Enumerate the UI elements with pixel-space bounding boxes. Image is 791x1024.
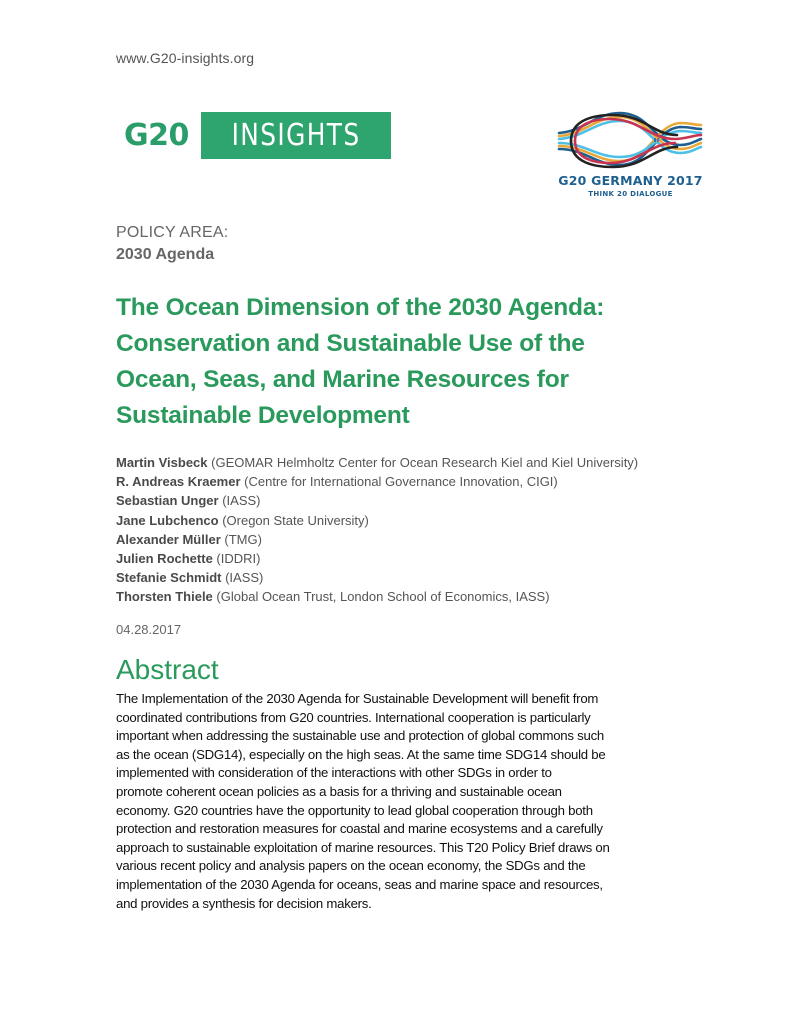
author-name: R. Andreas Kraemer — [116, 474, 241, 490]
author-name: Martin Visbeck — [116, 455, 208, 470]
author-affiliation: (TMG) — [224, 531, 262, 547]
author-entry — [116, 587, 638, 606]
author-affiliation: (IDDRI) — [216, 551, 261, 567]
title-line: Conservation and Sustainable Use of the — [116, 330, 585, 357]
author-entry — [116, 549, 638, 568]
abstract-line: and provides a synthesis for decision makers. — [116, 895, 372, 911]
insights-logo-text: INSIGHTS — [231, 118, 361, 153]
author-name: Alexander Müller — [116, 531, 221, 547]
abstract-line: important when addressing the sustainable use and protection of global commons such — [116, 728, 605, 744]
g20-germany-2017-logo — [555, 105, 705, 205]
summit-title: G20 GERMANY 2017 — [558, 173, 703, 188]
abstract-body — [116, 690, 716, 913]
author-affiliation: (Oregon State University) — [222, 512, 369, 528]
insights-logo-box — [201, 112, 391, 159]
document-title — [116, 290, 676, 434]
author-affiliation: (Global Ocean Trust, London School of Economics, IASS) — [216, 589, 550, 605]
g20-logo-text: G20 — [124, 118, 189, 153]
author-list — [116, 453, 638, 607]
abstract-line: implemented with consideration of the interactions with other SDGs in order to — [116, 765, 552, 781]
abstract-line: approach to sustainable exploitation of marine resources. This T20 Policy Brief draws on — [116, 839, 610, 855]
abstract-line: implementation of the 2030 Agenda for oceans, seas and marine space and resources, — [116, 876, 603, 892]
author-name: Jane Lubchenco — [116, 512, 219, 528]
author-name: Julien Rochette — [116, 551, 213, 567]
abstract-line: as the ocean (SDG14), especially on the high seas. At the same time SDG14 should be — [116, 746, 606, 762]
author-name: Stefanie Schmidt — [116, 570, 222, 586]
abstract-heading: Abstract — [116, 654, 219, 685]
abstract-line: coordinated contributions from G20 countries. International cooperation is particularly — [116, 709, 591, 725]
g20-insights-logo — [124, 112, 391, 159]
knot-icon — [555, 105, 705, 171]
title-line: The Ocean Dimension of the 2030 Agenda: — [116, 294, 605, 321]
policy-area-value: 2030 Agenda — [116, 246, 215, 263]
author-entry — [116, 511, 638, 530]
policy-area-label: POLICY AREA: — [116, 224, 229, 241]
abstract-line: promote coherent ocean policies as a basis for a thriving and sustainable ocean — [116, 783, 562, 799]
abstract-line: economy. G20 countries have the opportunity to lead global cooperation through both — [116, 802, 593, 818]
author-affiliation: (IASS) — [222, 493, 261, 509]
abstract-line: protection and restoration measures for coastal and marine ecosystems and a carefully — [116, 821, 603, 837]
author-affiliation: (GEOMAR Helmholtz Center for Ocean Research Kiel and Kiel University) — [211, 455, 639, 470]
author-name: Sebastian Unger — [116, 493, 219, 509]
title-line: Ocean, Seas, and Marine Resources for — [116, 366, 569, 393]
author-name: Thorsten Thiele — [116, 589, 213, 605]
title-line: Sustainable Development — [116, 402, 410, 429]
author-affiliation: (IASS) — [225, 570, 264, 586]
website-url: www.G20-insights.org — [116, 50, 255, 66]
author-entry — [116, 453, 638, 472]
abstract-line: The Implementation of the 2030 Agenda for Sustainable Development will benefit from — [116, 691, 599, 706]
author-entry — [116, 568, 638, 587]
author-entry — [116, 530, 638, 549]
summit-subtitle: THINK 20 DIALOGUE — [588, 190, 673, 198]
abstract-line: various recent policy and analysis papers on the ocean economy, the SDGs and the — [116, 858, 586, 874]
author-entry — [116, 472, 638, 491]
author-entry — [116, 491, 638, 510]
author-affiliation: (Centre for International Governance Innovation, CIGI) — [244, 474, 558, 490]
publication-date: 04.28.2017 — [116, 622, 182, 637]
